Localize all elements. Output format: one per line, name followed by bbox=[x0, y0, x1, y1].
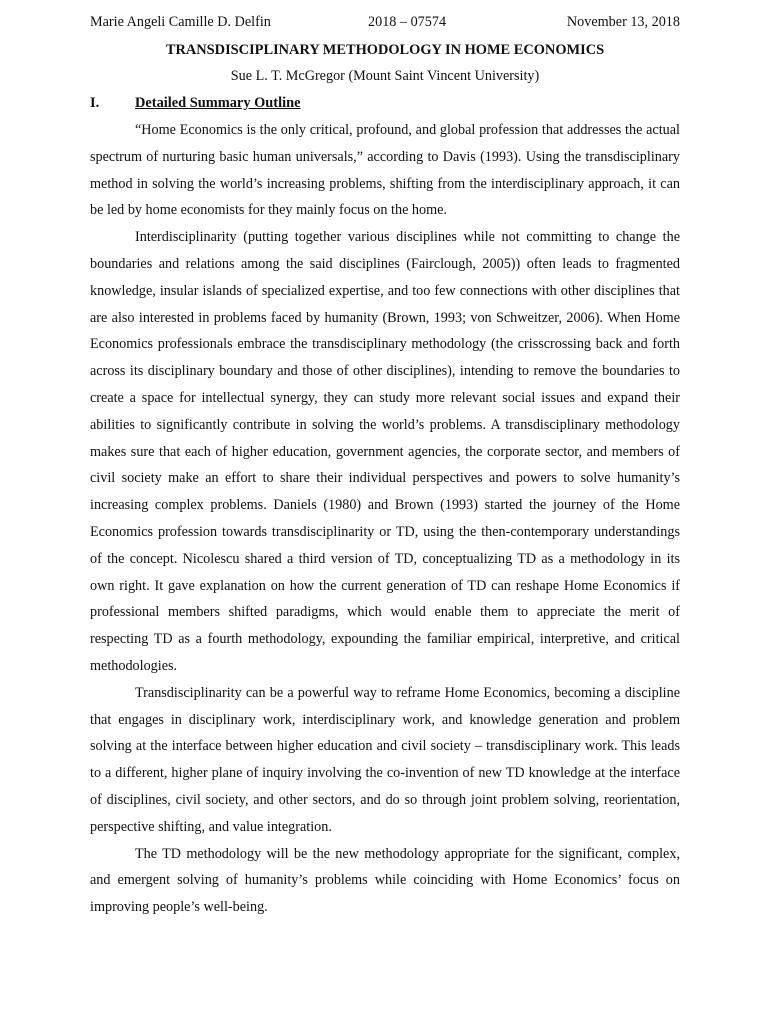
paragraph-3: Transdisciplinarity can be a powerful way to reframe Home Economics, becoming a discipline that engages in disciplinary work, interdisciplinary work, and knowledge generation and problem solving at the interface between higher education and civil society – transdisciplinary work. This leads to a different, higher plane of inquiry involving the co-invention of new TD knowledge at the interface of disciplines, civil society, and other sectors, and do so through joint problem solving, reorientation, perspective shifting, and value integration. bbox=[90, 684, 680, 835]
document-title: TRANSDISCIPLINARY METHODOLOGY IN HOME ECONOMICS bbox=[165, 42, 605, 58]
body-text bbox=[90, 117, 680, 921]
paragraph-4: The TD methodology will be the new methodology appropriate for the significant, complex, and emergent solving of humanity’s problems while coinciding with Home Economics’ focus on improving people’s well-being. bbox=[90, 845, 680, 916]
paragraph-2: Interdisciplinarity (putting together various disciplines while not committing to change the boundaries and relations among the said disciplines (Fairclough, 2005)) often leads to fragmented knowledge, insular islands of specialized expertise, and too few connections with other disciplines that are also interested in problems faced by humanity (Brown, 1993; von Schweitzer, 2006). When Home Economics professionals embrace the transdisciplinary methodology (the crisscrossing back and forth across its disciplinary boundary and those of other disciplines), intending to remove the boundaries to create a space for intellectual synergy, they can study more relevant social issues and expand their abilities to significantly contribute in solving the world’s problems. A transdisciplinary methodology makes sure that each of higher education, government agencies, the corporate sector, and members of civil society make an effort to share their individual perspectives and powers to solve humanity’s increasing complex problems. Daniels (1980) and Brown (1993) started the journey of the Home Economics profession towards transdisciplinarity or TD, using the then-contemporary understandings of the concept. Nicolescu shared a third version of TD, conceptualizing TD as a methodology in its own right. It gave explanation on how the current generation of TD can reshape Home Economics if professional members shifted paradigms, which would enable them to appreciate the merit of respecting TD as a fourth methodology, expounding the familiar empirical, interpretive, and critical methodologies. bbox=[90, 229, 680, 674]
document-author: Sue L. T. McGregor (Mount Saint Vincent University) bbox=[230, 68, 540, 84]
section-number: I. bbox=[90, 95, 100, 111]
page-header bbox=[90, 14, 680, 34]
header-name: Marie Angeli Camille D. Delfin bbox=[90, 14, 271, 30]
header-date: November 13, 2018 bbox=[566, 14, 680, 30]
header-student-id: 2018 – 07574 bbox=[368, 14, 447, 30]
section-title: Detailed Summary Outline bbox=[135, 95, 301, 111]
paragraph-1: “Home Economics is the only critical, profound, and global profession that addresses the actual spectrum of nurturing basic human universals,” according to Davis (1993). Using the transdisciplinary method in solving the world’s increasing problems, shifting from the interdisciplinary approach, it can be led by home economists for they mainly focus on the home. bbox=[90, 122, 680, 219]
